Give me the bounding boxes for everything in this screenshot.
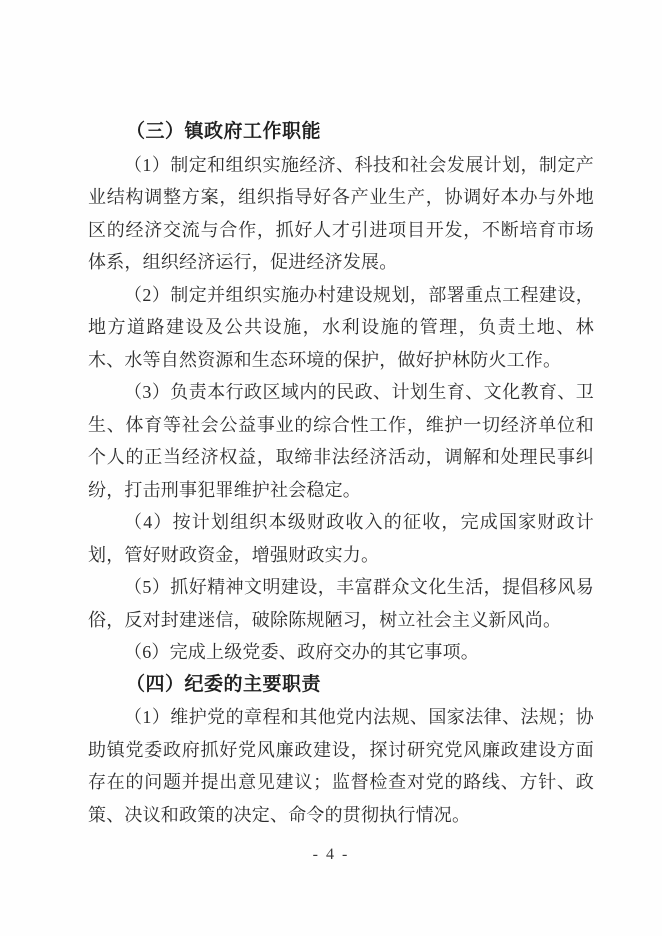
paragraph: （6）完成上级党委、政府交办的其它事项。 [124,642,479,662]
section-heading-discipline-committee-duties: （四）纪委的主要职责 [126,673,322,695]
paragraph: （1）制定和组织实施经济、科技和社会发展计划，制定产业结构调整方案，组织指导好各产业生产，协调好本办与外地区的经济交流与合作，抓好人才引进项目开发，不断培育市场体系，组织经济运行，促进经济发展。 [88,154,594,272]
paragraph: （5）抓好精神文明建设，丰富群众文化生活，提倡移风易俗，反对封建迷信，破除陈规陋习，树立社会主义新风尚。 [88,577,594,630]
paragraph: （3）负责本行政区域内的民政、计划生育、文化教育、卫生、体育等社会公益事业的综合性工作，维护一切经济单位和个人的正当经济权益，取缔非法经济活动，调解和处理民事纠纷，打击刑事犯罪维护社会稳定。 [88,382,594,500]
section-heading-town-government-duties: （三）镇政府工作职能 [126,121,322,142]
paragraph: （2）制定并组织实施办村建设规划，部署重点工程建设，地方道路建设及公共设施，水利设施的管理，负责土地、林木、水等自然资源和生态环境的保护，做好护林防火工作。 [88,284,594,370]
footer-page-number: - 4 - [312,846,350,863]
document-body [88,116,594,831]
paragraph: （4）按计划组织本级财政收入的征收，完成国家财政计划，管好财政资金，增强财政实力。 [88,512,594,565]
paragraph: （1）维护党的章程和其他党内法规、国家法律、法规；协助镇党委政府抓好党风廉政建设，探讨研究党风廉政建设方面存在的问题并提出意见建议；监督检查对党的路线、方针、政策、决议和政策的决定、命令的贯彻执行情况。 [88,707,594,825]
